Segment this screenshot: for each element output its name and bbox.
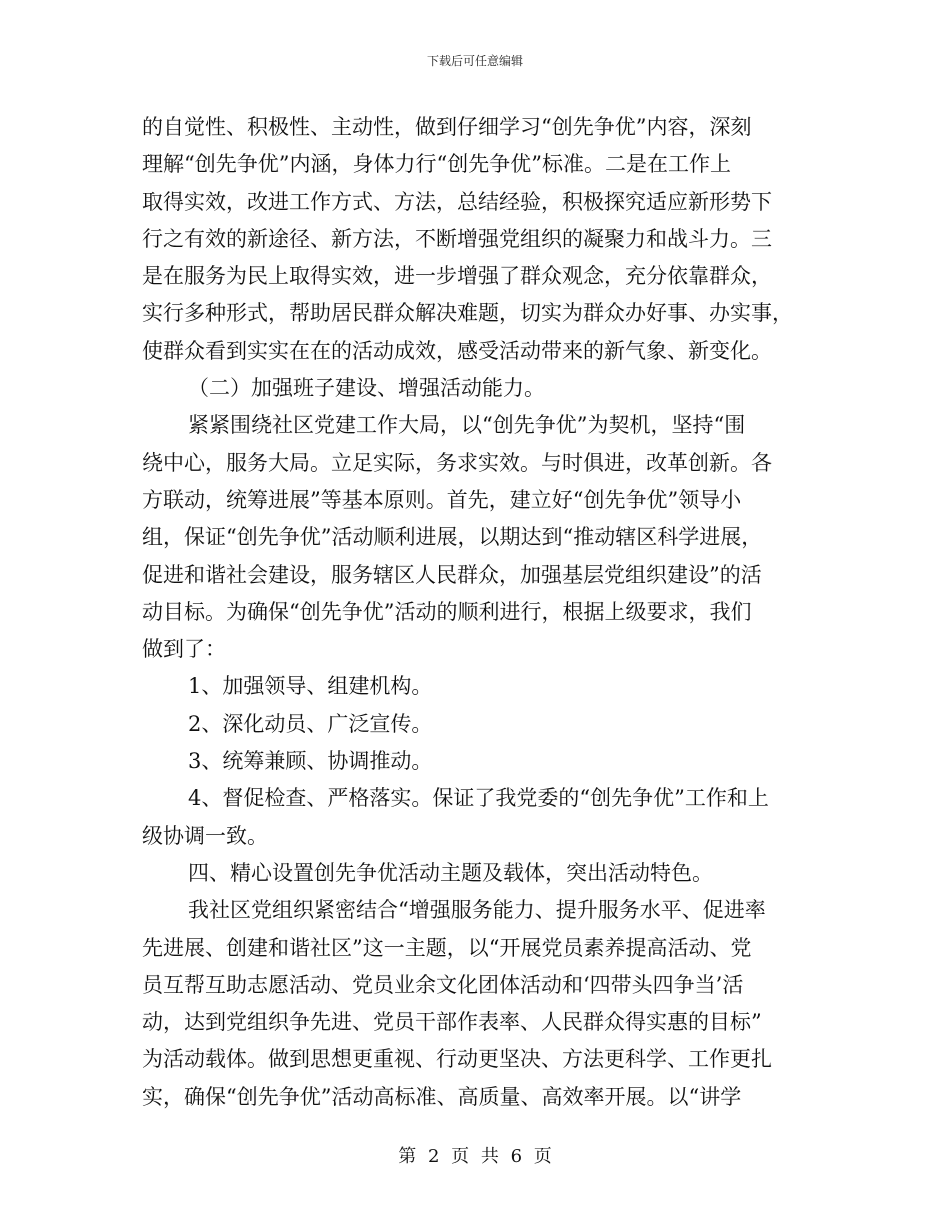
- body-line: 先进展、创建和谐社区”这一主题，以“开展党员素养提高活动、党: [142, 935, 752, 960]
- list-item: 3、统筹兼顾、协调推动。: [188, 749, 433, 774]
- body-line: 实，确保“创先争优”活动高标准、高质量、高效率开展。以“讲学: [142, 1084, 742, 1109]
- body-line: 取得实效，改进工作方式、方法，总结经验，积极探究适应新形势下: [142, 189, 772, 214]
- page-number-footer: 第 2 页 共 6 页: [398, 1146, 552, 1167]
- section-heading: 四、精心设置创先争优活动主题及载体，突出活动特色。: [188, 860, 713, 885]
- body-line: 行之有效的新途径、新方法，不断增强党组织的凝聚力和战斗力。三: [142, 226, 772, 251]
- body-line: 紧紧围绕社区党建工作大局，以“创先争优”为契机，坚持“围: [188, 413, 746, 438]
- body-line: 促进和谐社会建设，服务辖区人民群众，加强基层党组织建设”的活: [142, 562, 762, 587]
- body-line: 做到了：: [142, 637, 226, 662]
- body-line: 动，达到党组织争先进、党员干部作表率、人民群众得实惠的目标”: [142, 1010, 762, 1035]
- body-line: 为活动载体。做到思想更重视、行动更坚决、方法更科学、工作更扎: [142, 1047, 772, 1072]
- body-line: 实行多种形式，帮助居民群众解决难题，切实为群众办好事、办实事，: [142, 301, 793, 326]
- body-line: 的自觉性、积极性、主动性，做到仔细学习“创先争优”内容，深刻: [142, 115, 752, 139]
- body-line: 我社区党组织紧密结合“增强服务能力、提升服务水平、促进率: [188, 898, 766, 923]
- body-line: 是在服务为民上取得实效，进一步增强了群众观念，充分依靠群众，: [142, 264, 772, 289]
- body-line: 绕中心，服务大局。立足实际，务求实效。与时俱进，改革创新。各: [142, 450, 772, 475]
- document-body: [142, 109, 812, 1116]
- body-line: 级协调一致。: [142, 823, 268, 848]
- body-line: 方联动，统筹进展”等基本原则。首先，建立好“创先争优”领导小: [142, 487, 742, 512]
- list-item: 2、深化动员、广泛宣传。: [188, 711, 433, 736]
- section-heading: （二）加强班子建设、增强活动能力。: [188, 376, 545, 401]
- body-line: 动目标。为确保“创先争优”活动的顺利进行，根据上级要求，我们: [142, 599, 752, 624]
- list-item: 4、督促检查、严格落实。保证了我党委的“创先争优”工作和上: [188, 786, 769, 811]
- body-line: 组，保证“创先争优”活动顺利进展，以期达到“推动辖区科学进展，: [142, 525, 763, 550]
- body-line: 员互帮互助志愿活动、党员业余文化团体活动和‘四带头四争当’活: [142, 972, 744, 997]
- body-line: 使群众看到实实在在的活动成效，感受活动带来的新气象、新变化。: [142, 338, 772, 363]
- body-line: 理解“创先争优”内涵，身体力行“创先争优”标准。二是在工作上: [142, 152, 731, 177]
- page-header: 下载后可任意编辑: [426, 54, 523, 68]
- list-item: 1、加强领导、组建机构。: [188, 674, 433, 699]
